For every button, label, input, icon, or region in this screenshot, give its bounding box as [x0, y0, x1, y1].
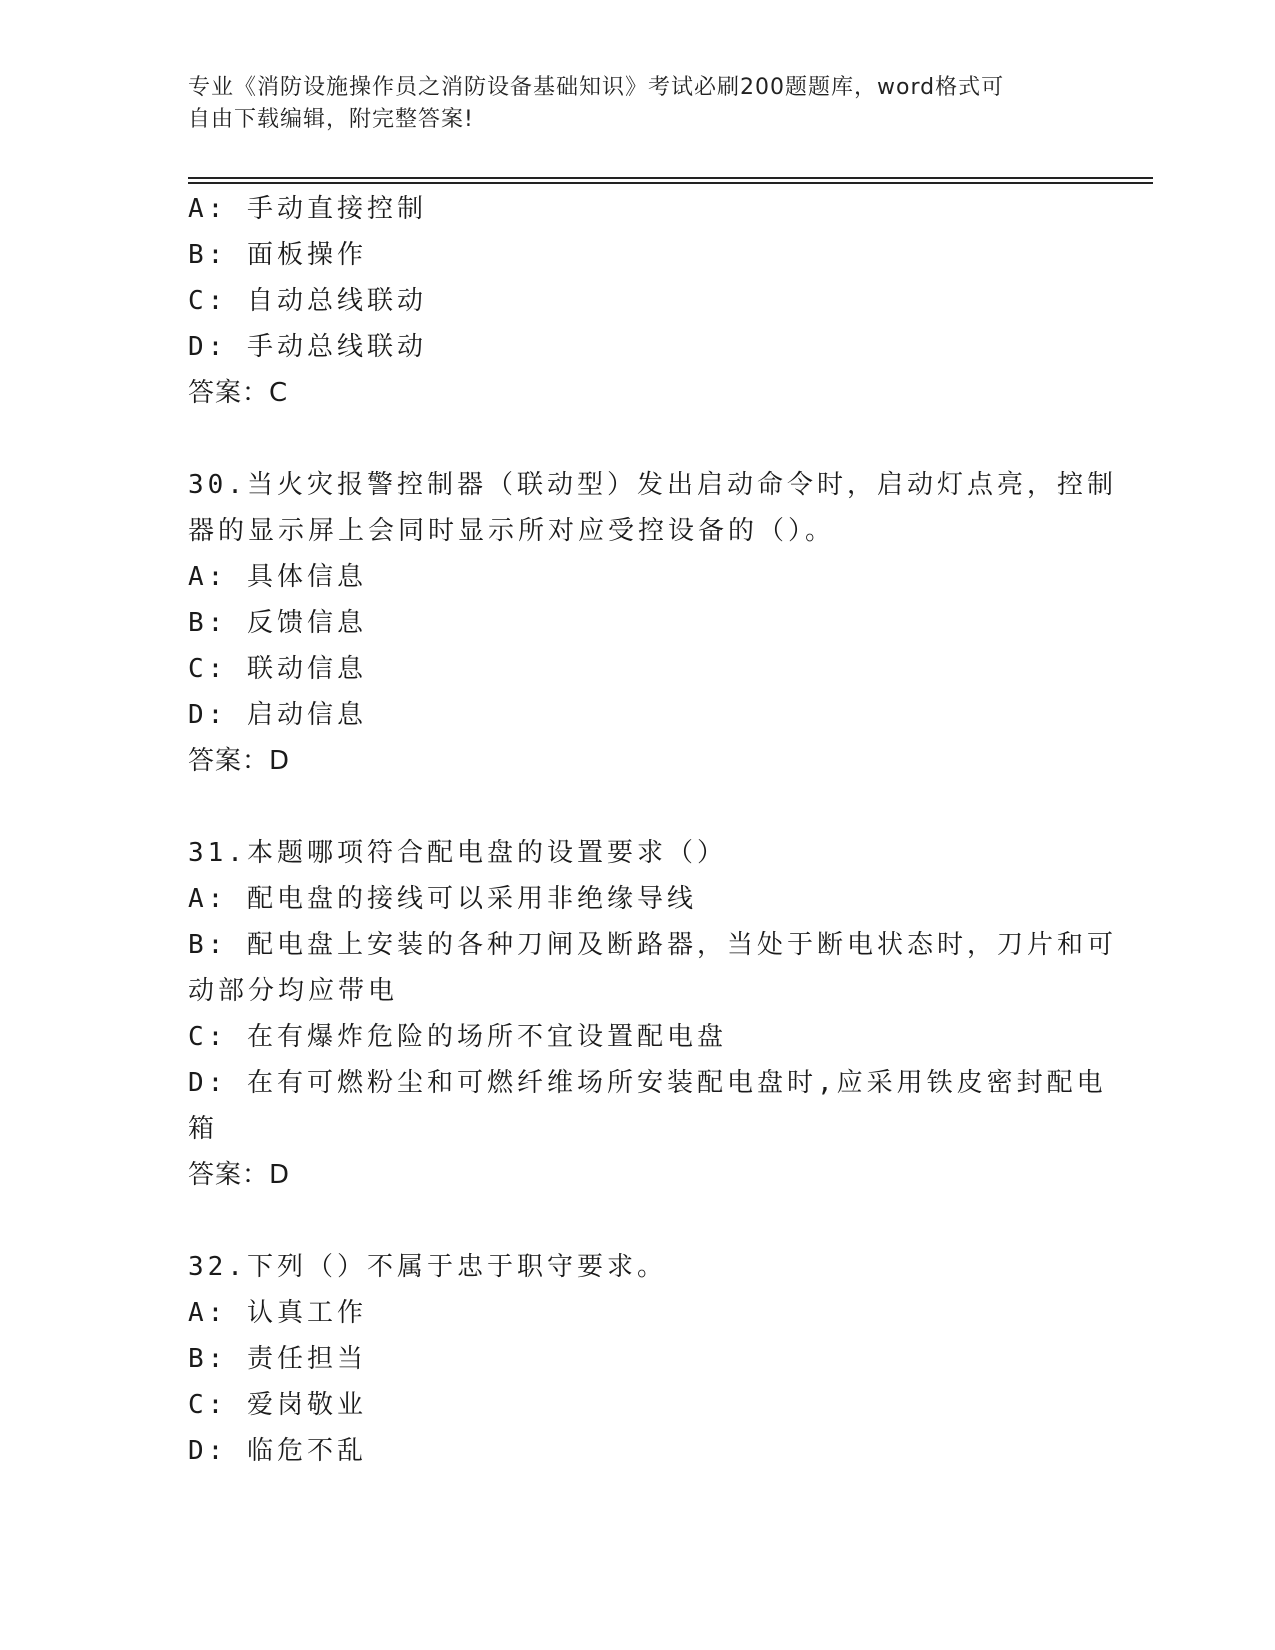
document-header [188, 72, 1068, 136]
question-list [188, 186, 1117, 1474]
option-d-continued: 箱 [188, 1114, 219, 1144]
option-b-continued: 动部分均应带电 [188, 976, 399, 1006]
option-c: C: 自动总线联动 [188, 286, 427, 316]
header-divider-top [188, 177, 1153, 179]
option-c: C: 爱岗敬业 [188, 1390, 367, 1420]
answer: 答案：D [188, 746, 291, 776]
question-29 [188, 186, 1088, 416]
option-a: A: 具体信息 [188, 562, 367, 592]
question-stem: 32.下列（）不属于忠于职守要求。 [188, 1252, 667, 1282]
spacer [188, 784, 1088, 830]
option-d: D: 在有可燃粉尘和可燃纤维场所安装配电盘时,应采用铁皮密封配电 [188, 1068, 1107, 1098]
option-a: A: 手动直接控制 [188, 194, 427, 224]
option-b: B: 反馈信息 [188, 608, 367, 638]
answer: 答案：C [188, 378, 289, 408]
option-c: C: 在有爆炸危险的场所不宜设置配电盘 [188, 1022, 727, 1052]
question-31 [188, 830, 1117, 1198]
option-d: D: 手动总线联动 [188, 332, 427, 362]
option-a: A: 认真工作 [188, 1298, 367, 1328]
option-d: D: 临危不乱 [188, 1436, 367, 1466]
header-line-2: 自由下载编辑，附完整答案! [188, 107, 474, 132]
option-b: B: 责任担当 [188, 1344, 367, 1374]
option-d: D: 启动信息 [188, 700, 367, 730]
question-stem-continued: 器的显示屏上会同时显示所对应受控设备的（）。 [188, 516, 836, 546]
option-b: B: 配电盘上安装的各种刀闸及断路器，当处于断电状态时，刀片和可 [188, 930, 1117, 960]
question-32 [188, 1244, 1088, 1474]
question-30 [188, 462, 1117, 784]
option-b: B: 面板操作 [188, 240, 367, 270]
answer: 答案：D [188, 1160, 291, 1190]
option-a: A: 配电盘的接线可以采用非绝缘导线 [188, 884, 697, 914]
question-stem: 31.本题哪项符合配电盘的设置要求（） [188, 838, 727, 868]
spacer [188, 416, 1088, 462]
question-stem: 30.当火灾报警控制器（联动型）发出启动命令时，启动灯点亮，控制 [188, 470, 1117, 500]
option-c: C: 联动信息 [188, 654, 367, 684]
header-line-1: 专业《消防设施操作员之消防设备基础知识》考试必刷200题题库，word格式可 [188, 75, 1005, 100]
header-divider-bottom [188, 182, 1153, 184]
spacer [188, 1198, 1088, 1244]
